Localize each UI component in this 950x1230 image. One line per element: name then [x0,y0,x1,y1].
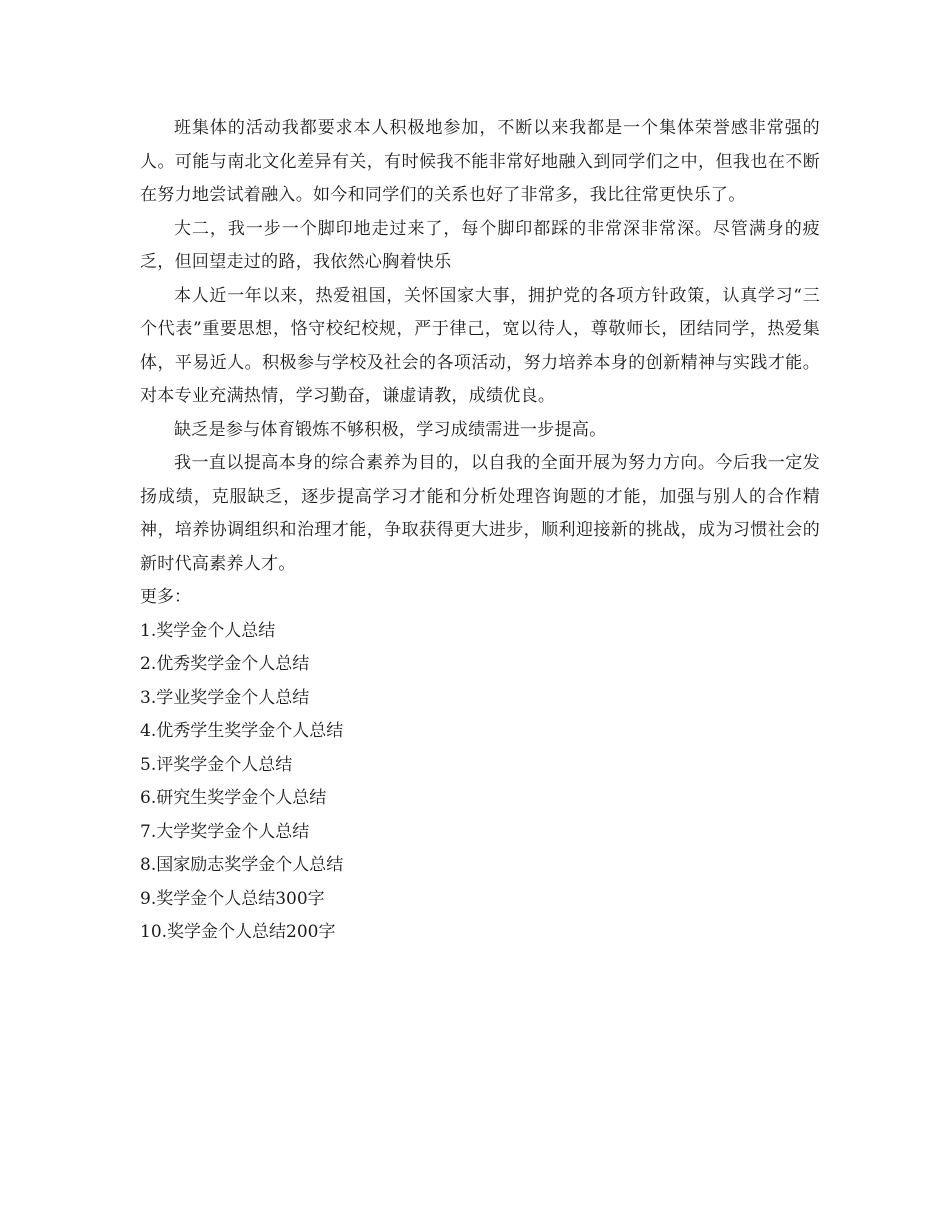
related-link-8[interactable]: 8.国家励志奖学金个人总结 [140,855,344,875]
document-page [140,112,820,950]
related-link-2[interactable]: 2.优秀奖学金个人总结 [140,654,310,674]
related-link-6[interactable]: 6.研究生奖学金个人总结 [140,788,327,808]
related-link-3[interactable]: 3.学业奖学金个人总结 [140,687,310,708]
paragraph-future-goals: 我一直以提高本身的综合素养为目的，以自我的全面开展为努力方向。今后我一定发扬成绩，克服缺乏，逐步提高学习才能和分析处理咨询题的才能，加强与别人的合作精神，培养协调组织和治理才能，争取获得更大进步，顺利迎接新的挑战，成为习惯社会的新时代高素养人才。 [140,453,820,574]
related-link-10[interactable]: 10.奖学金个人总结200字 [140,922,336,942]
paragraph-self-assessment: 本人近一年以来，热爱祖国，关怀国家大事，拥护党的各项方针政策，认真学习“三个代表”重要思想，恪守校纪校规，严于律己，宽以待人，尊敬师长，团结同学，热爱集体，平易近人。积极参与学校及社会的各项活动，努力培养本身的创新精神与实践才能。对本专业充满热情，学习勤奋，谦虚请教，成绩优良。 [140,285,820,406]
related-links-list [140,615,820,950]
paragraph-sophomore-year: 大二，我一步一个脚印地走过来了，每个脚印都踩的非常深非常深。尽管满身的疲乏，但回望走过的路，我依然心胸着快乐 [140,218,820,272]
more-label: 更多： [140,587,191,607]
paragraph-class-activities: 班集体的活动我都要求本人积极地参加，不断以来我都是一个集体荣誉感非常强的人。可能与南北文化差异有关，有时候我不能非常好地融入到同学们之中，但我也在不断在努力地尝试着融入。如今和同学们的关系也好了非常多，我比往常更快乐了。 [140,118,820,205]
related-link-5[interactable]: 5.评奖学金个人总结 [140,754,293,775]
related-link-7[interactable]: 7.大学奖学金个人总结 [140,821,310,842]
paragraph-shortcomings: 缺乏是参与体育锻炼不够积极，学习成绩需进一步提高。 [174,419,607,440]
related-link-1[interactable]: 1.奖学金个人总结 [140,620,276,641]
related-link-4[interactable]: 4.优秀学生奖学金个人总结 [140,721,344,741]
related-link-9[interactable]: 9.奖学金个人总结300字 [140,888,325,909]
